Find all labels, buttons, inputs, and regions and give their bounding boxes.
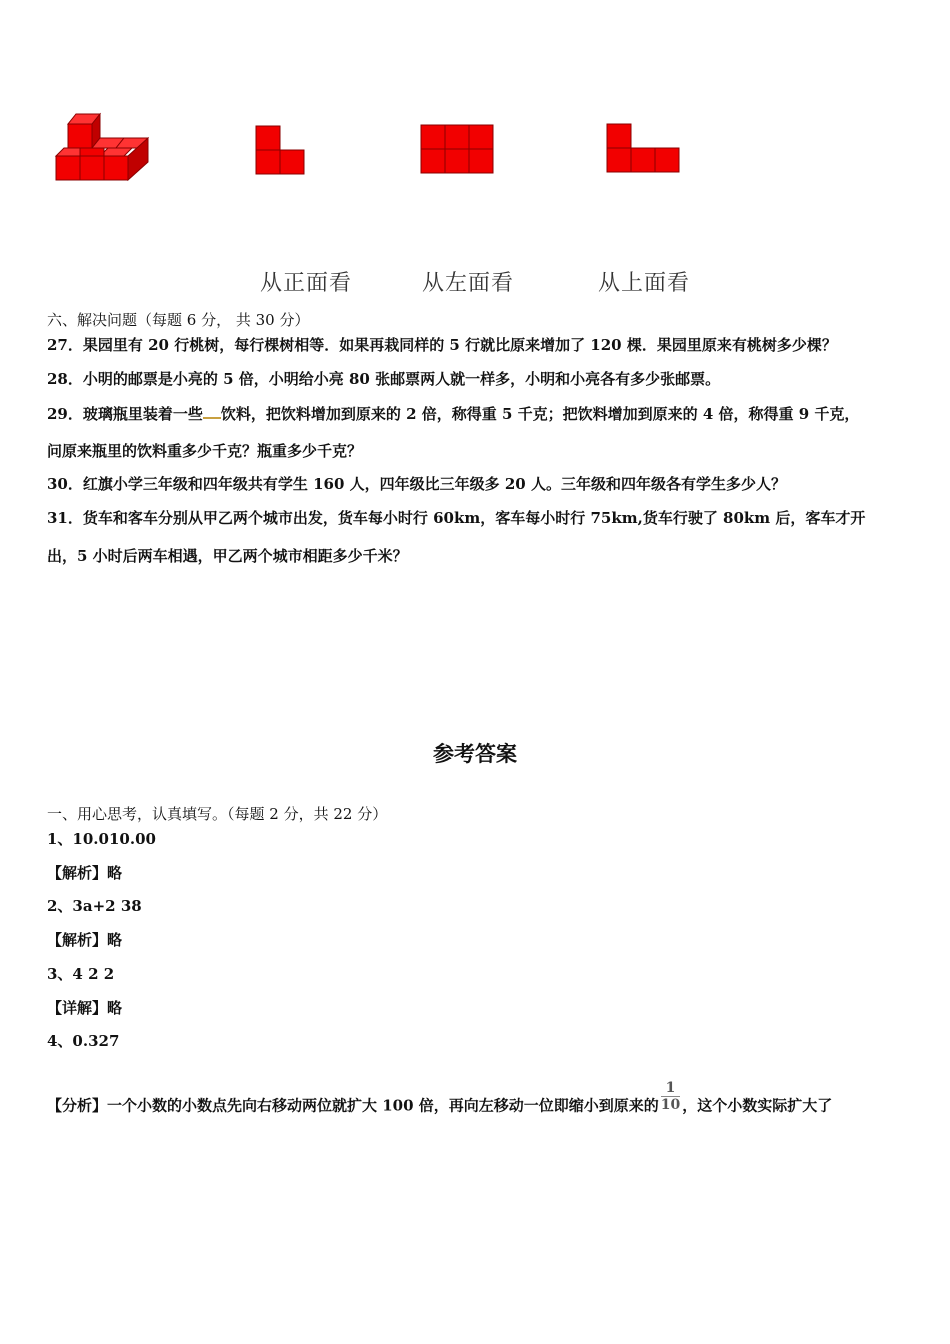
fraction-numerator: 1	[661, 1080, 680, 1097]
left-view	[421, 125, 493, 173]
answer-1-note: 【解析】略	[47, 864, 123, 882]
answers-title: 参考答案	[433, 742, 517, 766]
answer-2-note: 【解析】略	[47, 931, 123, 949]
question-30: 30．红旗小学三年级和四年级共有学生 160 人，四年级比三年级多 20 人。三年级和四年级各有学生多少人？	[47, 475, 786, 493]
fraction-denominator: 10	[660, 1097, 681, 1113]
question-28: 28．小明的邮票是小亮的 5 倍，小明给小亮 80 张邮票两人就一样多，小明和小亮各有多少张邮票。	[47, 370, 721, 388]
question-29	[47, 404, 859, 424]
front-view	[256, 126, 304, 174]
answer-4-analysis-part2: ，这个小数实际扩大了	[682, 1096, 833, 1115]
answer-4-analysis	[47, 1080, 833, 1123]
question-31-line1: 31．货车和客车分别从甲乙两个城市出发，货车每小时行 60km，客车每小时行 75km,货车行驶了 80km 后，客车才开	[47, 509, 866, 527]
cube-figures	[0, 100, 950, 190]
label-left-view: 从左面看	[422, 271, 515, 296]
label-front-view: 从正面看	[260, 271, 353, 296]
answer-blank	[203, 405, 221, 419]
answer-4-analysis-part1: 【分析】一个小数的小数点先向右移动两位就扩大 100 倍，再向左移动一位即缩小到原来的	[47, 1096, 659, 1115]
question-29-part2: 饮料，把饮料增加到原来的 2 倍，称得重 5 千克；把饮料增加到原来的 4 倍，称得重 9 千克，	[220, 405, 860, 423]
question-29-part1: 29．玻璃瓶里装着一些	[47, 405, 203, 423]
question-27: 27．果园里有 20 行桃树，每行棵树相等．如果再栽同样的 5 行就比原来增加了 120 棵．果园里原来有桃树多少棵？	[47, 336, 837, 354]
question-31-line2: 出，5 小时后两车相遇，甲乙两个城市相距多少千米？	[47, 547, 408, 565]
answer-3-note: 【详解】略	[47, 999, 123, 1017]
label-top-view: 从上面看	[598, 271, 691, 296]
solid-figure-3d	[56, 114, 148, 180]
answer-4: 4、0.327	[47, 1032, 120, 1050]
answer-1: 1、10.010.00	[47, 830, 156, 848]
answer-3: 3、4 2 2	[47, 965, 115, 983]
top-view	[607, 124, 679, 172]
fraction-one-tenth	[661, 1080, 680, 1113]
answer-2: 2、3a+2 38	[47, 897, 142, 915]
section6-heading: 六、解决问题（每题 6 分， 共 30 分）	[47, 311, 310, 329]
answers-section1-heading: 一、用心思考，认真填写。（每题 2 分，共 22 分）	[47, 805, 388, 823]
question-29-line2: 问原来瓶里的饮料重多少千克？瓶重多少千克？	[47, 442, 363, 460]
